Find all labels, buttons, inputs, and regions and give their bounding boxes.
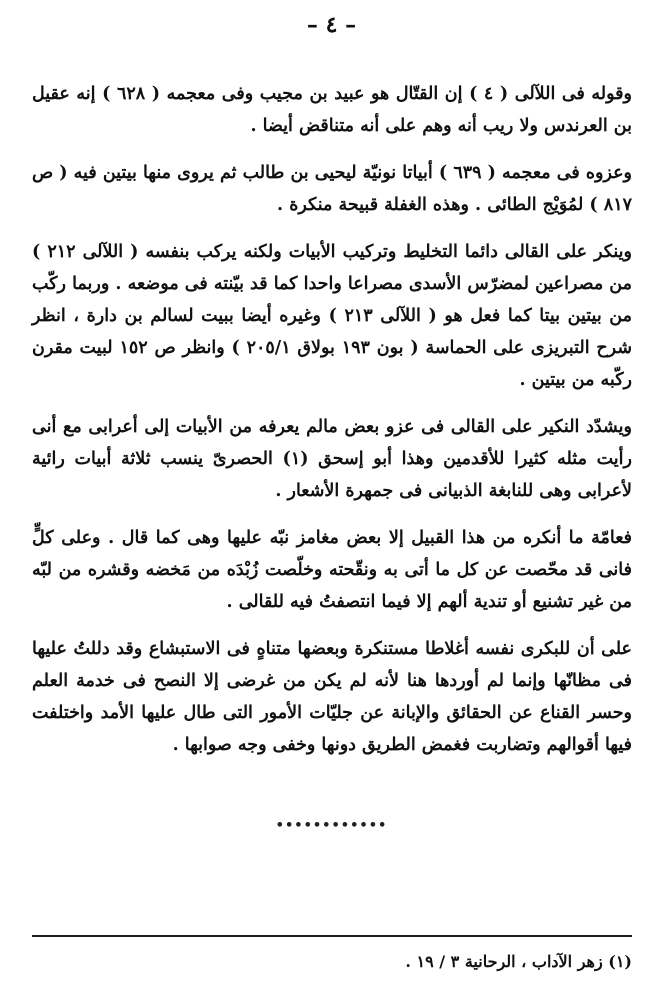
paragraph: ويشدّد النكير على القالى فى عزو بعض مالم يعرفه من الأبيات إلى أعرابى مع أنى رأيت مثله كثيرا للأقدمين وهذا أبو إسحق (١) الحصرىّ ينسب ثلاثة أبيات رائية لأعرابى وهى للنابغة الذبيانى فى جمهرة الأشعار . (32, 417, 632, 501)
body-text (32, 78, 632, 776)
footnote: (١) زهر الآداب ، الرحانية ٣ / ١٩ . (405, 952, 632, 971)
paragraph: وينكر على القالى دائما التخليط وتركيب الأبيات ولكنه يركب بنفسه ( اللآلى ٢١٢ ) من مصراعين لمضرّس الأسدى مصراعا واحدا كما قد بيّنته فى موضعه . وربما ركّب من بيتين بيتا كما فعل هو ( اللآلى ٢١٣ ) وغيره أيضا ببيت لسالم بن دارة ، انظر شرح التبريزى على الحماسة ( بون ١٩٣ بولاق ٢٠٥/١ ) وانظر ص ١٥٢ لبيت مقرن ركّبه من بيتين . (32, 242, 633, 390)
paragraph: على أن للبكرى نفسه أغلاطا مستنكرة وبعضها متناهٍ فى الاستبشاع وقد دللتُ عليها فى مظانّها وإنما لم أوردها هنا لأنه لم يكن من غرضى إلا النصح فى خدمة العلم وحسر القناع عن الحقائق والإبانة عن جليّات الأمور التى طال عليها الأمد واختلفت فيها أقوالهم وتضاربت فغمض الطريق دونها وخفى وجه صوابها . (32, 639, 632, 755)
paragraph: فعامّة ما أنكره من هذا القبيل إلا بعض مغامز نبّه عليها وهى كما قال . وعلى كلٍّ فانى قد محّصت عن كل ما أتى به ونقّحته وخلّصت زُبْدَه من مَخضه وقشره من لبّه من غير تشنيع أو تندية ألهم إلا فيما انتصفتُ فيه للقالى . (32, 528, 632, 612)
footnote-rule (32, 935, 632, 937)
paragraph: وقوله فى اللآلى ( ٤ ) إن القتّال هو عبيد بن مجيب وفى معجمه ( ٦٢٨ ) إنه عقيل بن العرندس ولا ريب أنه وهم على أنه متناقض أيضا . (32, 84, 632, 136)
paragraph: وعزوه فى معجمه ( ٦٣٩ ) أبياتا نونيّة ليحيى بن طالب ثم يروى منها بيتين فيه ( ص ٨١٧ ) لمُوَيْج الطائى . وهذه الغفلة قبيحة منكرة . (32, 163, 633, 215)
page-number: – ٤ – (306, 12, 357, 38)
section-separator: •••••••••••• (275, 818, 388, 833)
